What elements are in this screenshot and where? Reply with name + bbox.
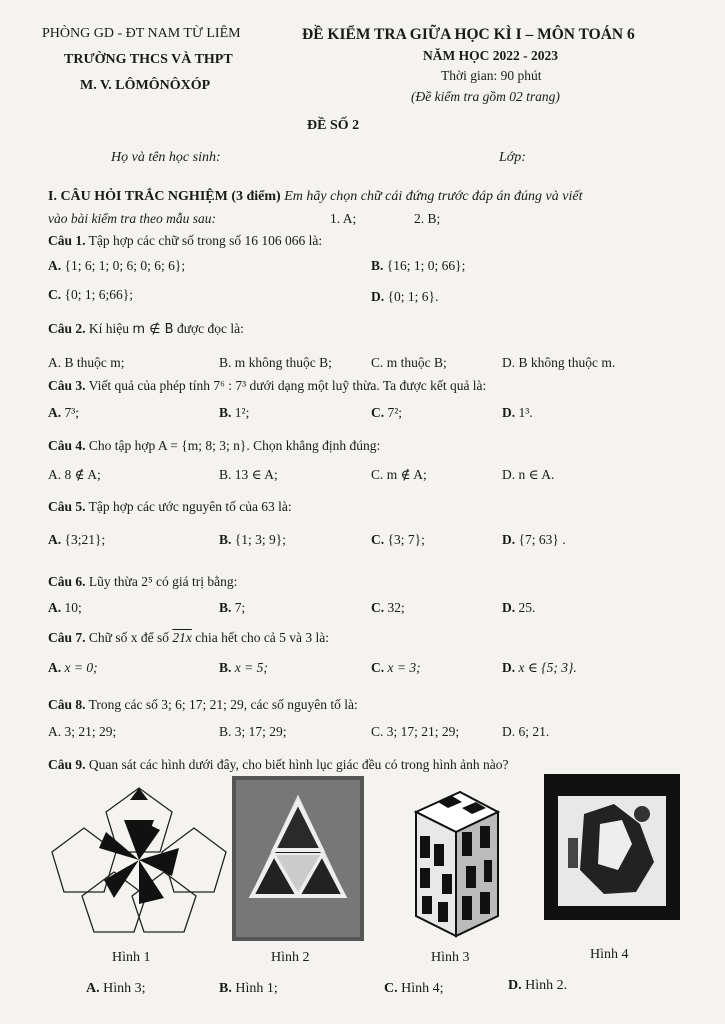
option-text: {16; 1; 0; 66}; bbox=[386, 258, 466, 273]
question-5 bbox=[48, 499, 292, 515]
option-label: A. bbox=[48, 405, 62, 420]
question-text: Kí hiệu bbox=[88, 321, 130, 336]
question-text-end: chia hết cho cả 5 và 3 là: bbox=[195, 630, 330, 645]
option-label: B. bbox=[371, 258, 384, 273]
school-name-line2: M. V. LÔMÔNÔXÓP bbox=[80, 78, 211, 93]
q6-option-c bbox=[371, 600, 405, 616]
option-text: {1; 3; 9}; bbox=[234, 532, 286, 547]
q2-option-d: D. B không thuộc m. bbox=[502, 355, 616, 370]
q9-option-c bbox=[384, 981, 444, 997]
option-label: D. bbox=[502, 660, 516, 675]
q9-option-d bbox=[508, 978, 567, 994]
option-label: A. bbox=[48, 258, 62, 273]
sample-answer-1: 1. A; bbox=[330, 211, 357, 226]
question-text-end: được đọc là: bbox=[176, 321, 244, 336]
option-text: {1; 6; 1; 0; 6; 0; 6; 6}; bbox=[64, 258, 186, 273]
q1-option-a bbox=[48, 258, 185, 274]
question-text: Trong các số 3; 6; 17; 21; 29, các số nguyên tố là: bbox=[88, 697, 358, 712]
question-6 bbox=[48, 574, 237, 590]
option-text: 7³; bbox=[64, 405, 80, 420]
option-text: 7; bbox=[234, 600, 246, 615]
option-label: C. bbox=[384, 981, 398, 996]
option-label: C. bbox=[371, 405, 385, 420]
option-text: Hình 1; bbox=[235, 981, 278, 996]
figure-1-caption: Hình 1 bbox=[112, 950, 151, 965]
section-title: I. CÂU HỎI TRẮC NGHIỆM (3 điểm) bbox=[48, 189, 281, 204]
option-label: C. bbox=[48, 287, 62, 302]
option-text: {3; 7}; bbox=[387, 532, 425, 547]
option-text: 7²; bbox=[387, 405, 403, 420]
question-8 bbox=[48, 697, 358, 713]
q6-option-d bbox=[502, 600, 535, 616]
q2-option-a: A. B thuộc m; bbox=[48, 355, 125, 370]
question-4 bbox=[48, 438, 380, 454]
option-label: D. bbox=[502, 532, 516, 547]
q2-option-b: B. m không thuộc B; bbox=[219, 355, 332, 370]
option-label: D. bbox=[502, 600, 516, 615]
q7-option-d bbox=[502, 660, 577, 676]
figure-3-caption: Hình 3 bbox=[431, 950, 470, 965]
option-label: B. bbox=[219, 600, 232, 615]
q8-option-d: D. 6; 21. bbox=[502, 724, 550, 739]
option-text: Hình 3; bbox=[103, 981, 146, 996]
q1-option-d bbox=[371, 289, 438, 305]
question-text: Viết quả của phép tính 7⁶ : 7³ dưới dạng một luỹ thừa. Ta được kết quả là: bbox=[88, 378, 487, 393]
option-text: Hình 4; bbox=[401, 981, 444, 996]
question-text: Chữ số x để số bbox=[88, 630, 169, 645]
option-text: x = 5; bbox=[234, 660, 268, 675]
q7-option-c bbox=[371, 660, 421, 676]
q5-option-a bbox=[48, 532, 105, 548]
option-text: {0; 1; 6;66}; bbox=[64, 287, 133, 302]
option-text: {7; 63} . bbox=[518, 532, 566, 547]
q1-option-c bbox=[48, 287, 133, 303]
question-text: Lũy thừa 2⁵ có giá trị bằng: bbox=[88, 574, 238, 589]
figure-1-pentagon-pattern bbox=[44, 780, 234, 940]
question-text: Tập hợp các chữ số trong số 16 106 066 là: bbox=[88, 233, 323, 248]
option-text: x = 0; bbox=[64, 660, 98, 675]
exam-title: ĐỀ KIỂM TRA GIỮA HỌC KÌ I – MÔN TOÁN 6 bbox=[302, 26, 635, 43]
question-label: Câu 3. bbox=[48, 378, 86, 393]
option-label: B. bbox=[219, 405, 232, 420]
option-text: 1²; bbox=[234, 405, 250, 420]
q4-option-a: A. 8 ∉ A; bbox=[48, 467, 101, 482]
question-2 bbox=[48, 321, 244, 337]
option-text: Hình 2. bbox=[525, 978, 568, 993]
question-text: Tập hợp các ước nguyên tố của 63 là: bbox=[88, 499, 292, 514]
figure-4-photo bbox=[544, 774, 680, 920]
q2-option-c: C. m thuộc B; bbox=[371, 355, 447, 370]
section-heading bbox=[48, 189, 582, 205]
question-label: Câu 4. bbox=[48, 438, 86, 453]
q5-option-c bbox=[371, 532, 425, 548]
sample-answer-2: 2. B; bbox=[414, 211, 441, 226]
option-label: B. bbox=[219, 660, 232, 675]
question-text: Cho tập hợp A = {m; 8; 3; n}. Chọn khẳng định đúng: bbox=[88, 438, 381, 453]
option-text: 1³. bbox=[518, 405, 533, 420]
option-label: A. bbox=[48, 600, 62, 615]
q6-option-b bbox=[219, 600, 245, 616]
option-text: {3;21}; bbox=[64, 532, 106, 547]
page-count-note: (Đề kiểm tra gồm 02 trang) bbox=[411, 89, 560, 104]
option-text: {0; 1; 6}. bbox=[387, 289, 439, 304]
q5-option-d bbox=[502, 532, 566, 548]
q3-option-a bbox=[48, 405, 79, 421]
option-label: A. bbox=[86, 981, 100, 996]
q3-option-b bbox=[219, 405, 249, 421]
option-label: A. bbox=[48, 660, 62, 675]
q9-option-b bbox=[219, 981, 278, 997]
student-name-label: Họ và tên học sinh: bbox=[111, 150, 221, 165]
option-label: C. bbox=[371, 600, 385, 615]
q9-option-a bbox=[86, 981, 146, 997]
option-label: D. bbox=[371, 289, 385, 304]
option-label: D. bbox=[508, 978, 522, 993]
option-text: 10; bbox=[64, 600, 82, 615]
q4-option-c: C. m ∉ A; bbox=[371, 467, 427, 482]
figure-3-cube-puzzle bbox=[408, 790, 504, 938]
school-name-line1: TRƯỜNG THCS VÀ THPT bbox=[64, 52, 233, 67]
figure-4-caption: Hình 4 bbox=[590, 947, 629, 962]
option-text: 25. bbox=[518, 600, 536, 615]
q5-option-b bbox=[219, 532, 286, 548]
option-label: D. bbox=[502, 405, 516, 420]
q7-option-b bbox=[219, 660, 268, 676]
q1-option-b bbox=[371, 258, 465, 274]
q6-option-a bbox=[48, 600, 82, 616]
option-label: C. bbox=[371, 660, 385, 675]
section-instruction-2: vào bài kiểm tra theo mẫu sau: bbox=[48, 211, 216, 226]
figure-2-triangle-puzzle bbox=[232, 776, 364, 941]
question-label: Câu 1. bbox=[48, 233, 86, 248]
exam-code: ĐỀ SỐ 2 bbox=[307, 118, 360, 133]
question-7 bbox=[48, 630, 329, 646]
exam-duration: Thời gian: 90 phút bbox=[441, 68, 542, 83]
q8-option-b: B. 3; 17; 29; bbox=[219, 724, 287, 739]
section-instruction: Em hãy chọn chữ cái đứng trước đáp án đúng và viết bbox=[284, 189, 583, 204]
question-label: Câu 5. bbox=[48, 499, 86, 514]
question-9 bbox=[48, 757, 508, 773]
question-label: Câu 6. bbox=[48, 574, 86, 589]
q4-option-d: D. n ∈ A. bbox=[502, 467, 555, 482]
q8-option-c: C. 3; 17; 21; 29; bbox=[371, 724, 460, 739]
question-1 bbox=[48, 233, 322, 249]
school-year: NĂM HỌC 2022 - 2023 bbox=[423, 48, 558, 63]
figure-2-caption: Hình 2 bbox=[271, 950, 310, 965]
question-number: 21x bbox=[172, 630, 192, 645]
option-text: x ∈ {5; 3}. bbox=[518, 660, 577, 675]
question-label: Câu 9. bbox=[48, 757, 86, 772]
question-text: Quan sát các hình dưới đây, cho biết hình lục giác đều có trong hình ảnh nào? bbox=[88, 757, 509, 772]
department-name: PHÒNG GD - ĐT NAM TỪ LIÊM bbox=[42, 26, 241, 41]
option-label: B. bbox=[219, 532, 232, 547]
option-label: B. bbox=[219, 981, 232, 996]
option-text: 32; bbox=[387, 600, 405, 615]
q8-option-a: A. 3; 21; 29; bbox=[48, 724, 117, 739]
q3-option-d bbox=[502, 405, 533, 421]
q7-option-a bbox=[48, 660, 98, 676]
class-label: Lớp: bbox=[499, 150, 526, 165]
question-label: Câu 8. bbox=[48, 697, 86, 712]
q3-option-c bbox=[371, 405, 402, 421]
option-label: A. bbox=[48, 532, 62, 547]
option-label: C. bbox=[371, 532, 385, 547]
question-label: Câu 7. bbox=[48, 630, 86, 645]
question-symbol: m ∉ B bbox=[132, 322, 174, 337]
q4-option-b: B. 13 ∈ A; bbox=[219, 467, 278, 482]
question-3 bbox=[48, 378, 486, 394]
option-text: x = 3; bbox=[387, 660, 421, 675]
question-label: Câu 2. bbox=[48, 321, 86, 336]
